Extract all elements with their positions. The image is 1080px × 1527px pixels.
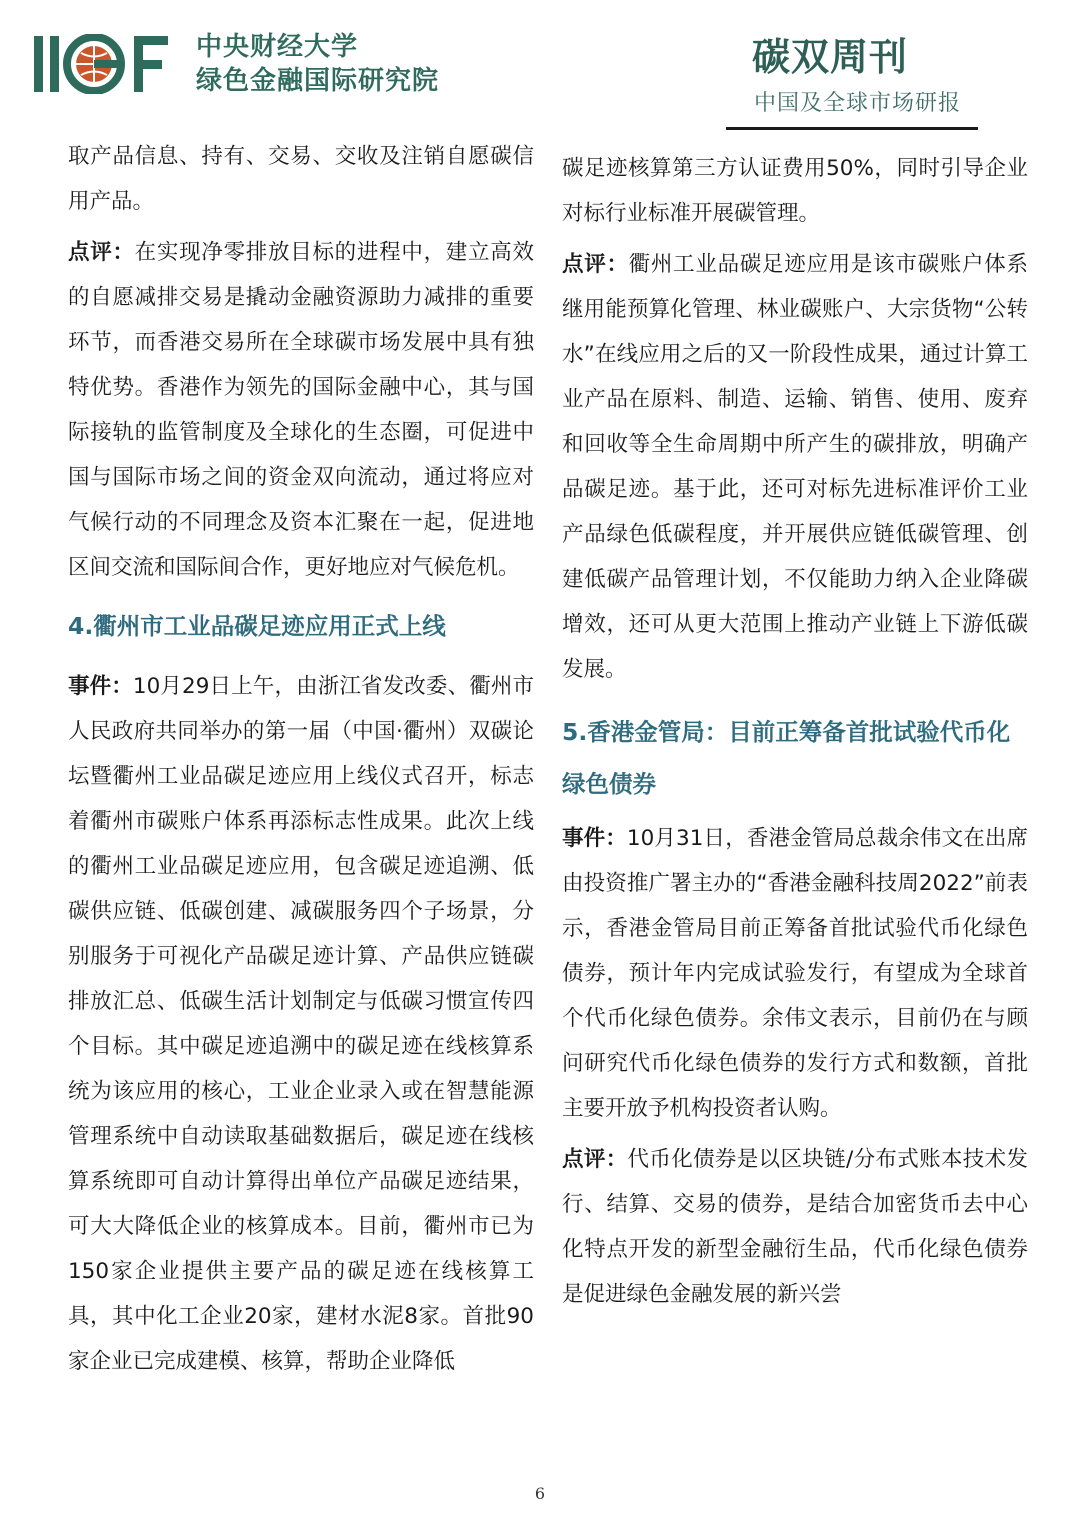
institution-line-1: 中央财经大学	[196, 32, 359, 62]
commentary-paragraph: 点评：代币化债券是以区块链/分布式账本技术发行、结算、交易的债券，是结合加密货币去中心化特点开发的新型金融衍生品，代币化绿色债券是促进绿色金融发展的新兴尝	[562, 1147, 1028, 1307]
event-label: 事件：	[68, 674, 133, 699]
commentary-paragraph: 点评：在实现净零排放目标的进程中，建立高效的自愿减排交易是撬动金融资源助力减排的重要环节，而香港交易所在全球碳市场发展中具有独特优势。香港作为领先的国际金融中心，其与国际接轨的监管制度及全球化的生态圈，可促进中国与国际市场之间的资金双向流动，通过将应对气候行动的不同理念及资本汇聚在一起，促进地区间交流和国际间合作，更好地应对气候危机。	[68, 240, 534, 580]
institution-line-2: 绿色金融国际研究院	[196, 66, 440, 96]
commentary-label: 点评：	[562, 1147, 628, 1172]
section-heading-5: 5.香港金管局：目前正筹备首批试验代币化绿色债券	[562, 718, 1011, 798]
iigf-logo	[34, 34, 184, 94]
commentary-label: 点评：	[68, 240, 135, 265]
paragraph: 取产品信息、持有、交易、交收及注销自愿碳信用产品。	[68, 144, 534, 214]
section-heading-4: 4.衢州市工业品碳足迹应用正式上线	[68, 612, 446, 640]
header-rule	[726, 127, 978, 130]
commentary-label: 点评：	[562, 252, 629, 277]
event-paragraph: 事件：10月29日上午，由浙江省发改委、衢州市人民政府共同举办的第一届（中国·衢州）双碳论坛暨衢州工业品碳足迹应用上线仪式召开，标志着衢州市碳账户体系再添标志性成果。此次上线的衢州工业品碳足迹应用，包含碳足迹追溯、低碳供应链、低碳创建、减碳服务四个子场景，分别服务于可视化产品碳足迹计算、产品供应链碳排放汇总、低碳生活计划制定与低碳习惯宣传四个目标。其中碳足迹追溯中的碳足迹在线核算系统为该应用的核心，工业企业录入或在智慧能源管理系统中自动读取基础数据后，碳足迹在线核算系统即可自动计算得出单位产品碳足迹结果，可大大降低企业的核算成本。目前，衢州市已为150家企业提供主要产品的碳足迹在线核算工具，其中化工企业20家，建材水泥8家。首批90家企业已完成建模、核算，帮助企业降低	[68, 674, 534, 1374]
publication-subtitle: 中国及全球市场研报	[754, 91, 962, 116]
page-number: 6	[534, 1484, 546, 1503]
left-column	[68, 134, 534, 1390]
institution-name	[196, 30, 439, 98]
commentary-paragraph: 点评：衢州工业品碳足迹应用是该市碳账户体系继用能预算化管理、林业碳账户、大宗货物“公转水”在线应用之后的又一阶段性成果，通过计算工业产品在原料、制造、运输、销售、使用、废弃和回收等全生命周期中所产生的碳排放，明确产品碳足迹。基于此，还可对标先进标准评价工业产品绿色低碳程度，并开展供应链低碳管理、创建低碳产品管理计划，不仅能助力纳入企业降碳增效，还可从更大范围上推动产业链上下游低碳发展。	[562, 252, 1028, 682]
right-column	[562, 146, 1028, 1323]
paragraph: 碳足迹核算第三方认证费用50%，同时引导企业对标行业标准开展碳管理。	[562, 156, 1028, 226]
event-label: 事件：	[562, 826, 627, 851]
event-paragraph: 事件：10月31日，香港金管局总裁余伟文在出席由投资推广署主办的“香港金融科技周2022”前表示，香港金管局目前正筹备首批试验代币化绿色债券，预计年内完成试验发行，有望成为全球首个代币化绿色债券。余伟文表示，目前仍在与顾问研究代币化绿色债券的发行方式和数额，首批主要开放予机构投资者认购。	[562, 826, 1028, 1121]
publication-title: 碳双周刊	[752, 35, 909, 79]
